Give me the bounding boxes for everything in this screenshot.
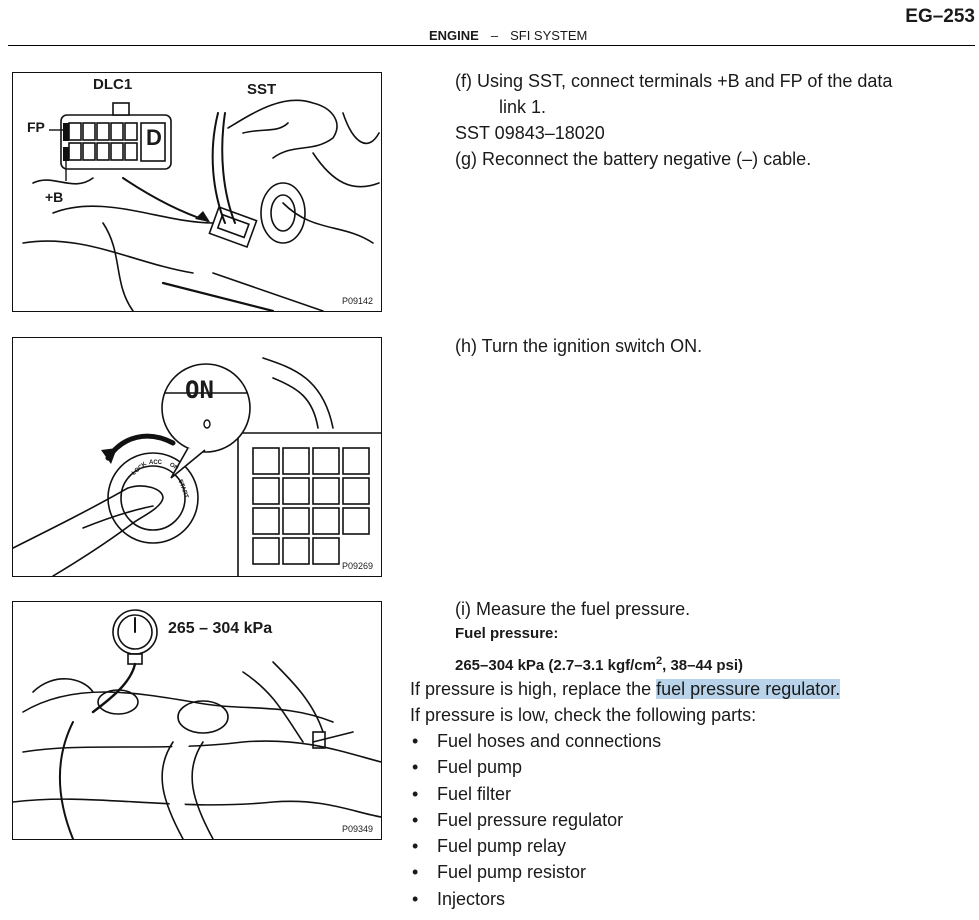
- ignition-illustration: [13, 338, 381, 576]
- figure-code: P09269: [341, 561, 373, 571]
- subsection-title: SFI SYSTEM: [510, 28, 588, 43]
- figure-code: P09349: [341, 824, 373, 834]
- label-lock: LOCK: [131, 461, 148, 477]
- list-item: • Fuel pump: [412, 754, 661, 780]
- list-item: • Fuel pump resistor: [412, 859, 661, 885]
- step-i-text: (i) Measure the fuel pressure.: [455, 599, 691, 619]
- header-rule: [8, 45, 975, 46]
- label-on-callout: ON: [185, 376, 214, 404]
- list-item: • Fuel pump relay: [412, 833, 661, 859]
- label-start: START: [176, 478, 189, 500]
- dlc1-illustration: [13, 73, 381, 311]
- figure-dlc1-connection: [12, 72, 382, 312]
- step-g: (g) Reconnect the battery negative (–) cable.: [455, 149, 812, 169]
- label-acc: ACC: [149, 460, 162, 466]
- list-item: • Fuel pressure regulator: [412, 807, 661, 833]
- label-sst: SST: [247, 81, 277, 98]
- step-f-line2: link 1.: [499, 97, 547, 117]
- section-separator: –: [490, 28, 499, 43]
- figure-ignition-switch: [12, 337, 382, 577]
- pressure-high-line: [410, 676, 840, 702]
- list-item: • Fuel filter: [412, 781, 661, 807]
- spec-label: Fuel pressure:: [455, 625, 559, 642]
- step-f-line1: (f) Using SST, connect terminals +B and FP of the data: [455, 71, 893, 91]
- page-number: EG–253: [905, 6, 975, 27]
- step-f-g: [455, 68, 892, 172]
- label-plus-b: +B: [45, 189, 64, 205]
- label-on-small: ON: [168, 461, 179, 473]
- spec-value-b: , 38–44 psi): [662, 657, 743, 674]
- list-item: • Fuel hoses and connections: [412, 728, 661, 754]
- label-fp: FP: [27, 119, 45, 135]
- spec-value-a: 265–304 kPa (2.7–3.1 kgf/cm: [455, 657, 656, 674]
- spec-superscript: 2: [655, 655, 663, 667]
- list-item: • Injectors: [412, 886, 661, 912]
- section-header: [429, 28, 587, 43]
- pressure-low-line: If pressure is low, check the following parts:: [410, 705, 757, 725]
- figure-fuel-gauge: [12, 601, 382, 840]
- step-f-sst: SST 09843–18020: [455, 123, 605, 143]
- section-title: ENGINE: [429, 28, 479, 43]
- highlighted-text[interactable]: fuel pressure regulator.: [656, 679, 841, 699]
- figure-code: P09142: [341, 296, 373, 306]
- parts-list: [412, 728, 661, 912]
- label-dlc1: DLC1: [93, 76, 133, 93]
- step-h: (h) Turn the ignition switch ON.: [455, 336, 703, 356]
- step-i: [455, 596, 743, 681]
- label-gauge-range: 265 – 304 kPa: [168, 620, 273, 637]
- pressure-high-text: If pressure is high, replace the: [410, 679, 657, 699]
- label-d: D: [146, 125, 162, 150]
